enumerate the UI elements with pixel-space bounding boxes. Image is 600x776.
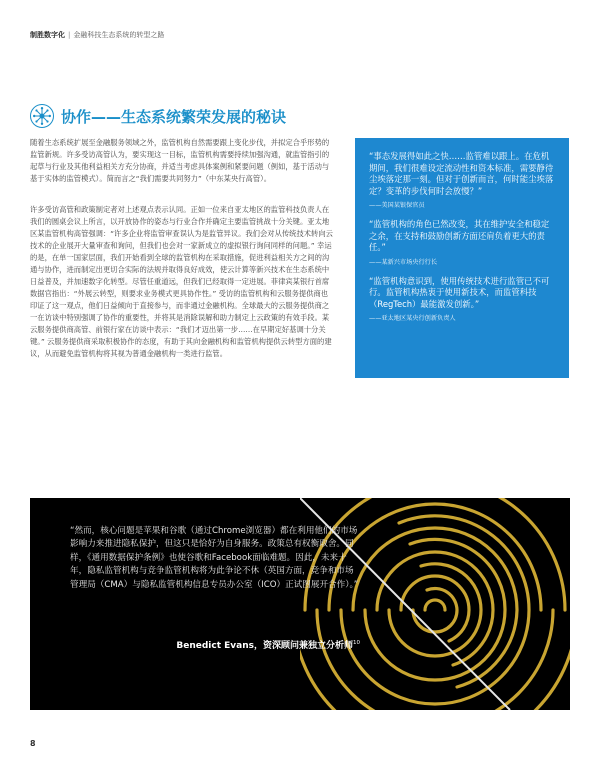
- running-head-brand: 制胜数字化: [30, 31, 65, 39]
- banner-attribution-name: Benedict Evans，资深顾问兼独立分析师: [176, 641, 353, 651]
- quote-item: [369, 219, 554, 266]
- section-title: 协作——生态系统繁荣发展的秘诀: [61, 107, 287, 126]
- quote-text: “监管机构的角色已然改变，其在维护安全和稳定之余，在支持和鼓励创新方面还肩负着更大的责任。”: [369, 219, 550, 252]
- section-header: [30, 104, 286, 128]
- quote-attribution: ——某新兴市场央行行长: [369, 258, 438, 266]
- page-number: 8: [30, 739, 36, 748]
- quote-item: [369, 151, 554, 209]
- body-paragraph-2: [30, 204, 334, 360]
- footnote-marker: 10: [353, 640, 360, 646]
- quote-banner: [30, 498, 570, 710]
- quote-panel: [355, 138, 569, 378]
- running-head-subtitle: 金融科技生态系统的转型之路: [73, 31, 165, 39]
- quote-attribution: ——亚太地区某央行创新负责人: [369, 315, 456, 322]
- quote-attribution: ——美国某银保官员: [369, 202, 425, 209]
- banner-attribution: [130, 638, 360, 651]
- paragraph-text: 许多受访高管和政策制定者对上述观点表示认同。正如一位来自亚太地区的监管科技负责人在我们的圆桌会议上所言，以开放协作的姿态与行业合作并确定主要监管挑战十分关键。亚太地区某监管机构高管强调：“许多企业将监管审查误认为是监管异议。我们会对从传统技术转向云技术的企业展开大量审查和询问，但我们也会对一家新成立的虚拟银行询问同样的问题。” 幸运的是，在单一国家层面，我们开始看到全球的监管机构在采取措施，促进利益相关方之间的沟通与协作，进而制定出更切合实际的法规并取得良好成效，使云计算等新兴技术在生态系统中日益普及，并加速数字化转型。尽管任重道远，但我们已经取得一定进展。菲律宾某银行首席数据官指出：“外展云转型，则要求业务模式更具协作性。” 受访的监管机构和云服务提供商也印证了这一观点，他们日益倾向于直接参与，而非通过金融机构。全球最大的云服务提供商之一在访谈中特别强调了协作的重要性，并将其是消除误解和助力制定上云政策的有效手段。某云服务提供商高管、前银行家在访谈中表示：“我们才迈出第一步……在早期定好基调十分关键。” 云服务提供商采取积极协作的态度，有助于其向金融机构和监管机构提供云转型方面的建议，从而避免监管机构将其视为普通金融机构一类进行监管。: [30, 205, 333, 358]
- paragraph-text: 随着生态系统扩展至金融服务领域之外，监管机构自然需要跟上变化步伐，并拟定合乎形势的监管新规。许多受访高管认为，要实现这一目标，监管机构需要持续加强沟通，就监管指引的起草与行业及其他利益相关方充分协商，并适当考虑具体案例和紧要问题（例如，基于活动与基于实体的监管模式）。简而言之“我们需要共同努力”（中东某央行高管）。: [30, 138, 330, 183]
- body-paragraph-1: [30, 137, 334, 185]
- quote-item: [369, 276, 554, 323]
- quote-text: “监管机构意识到，使用传统技术进行监管已不可行。监管机构热衷于使用新技术，而监管科技（RegTech）最能激发创新。”: [369, 275, 550, 309]
- running-head-separator: |: [68, 31, 71, 39]
- network-collaboration-icon: [30, 104, 54, 128]
- banner-quote-text: “然而，核心问题是苹果和谷歌（通过Chrome浏览器）都在利用他们的市场影响力来推进隐私保护，但这只是恰好为自身服务。政策总有权衡取舍。同样，《通用数据保护条例》也使谷歌和Facebook面临难题。因此，未来十年，隐私监管机构与竞争监管机构将为此争论不休（英国方面，竞争和市场管理局（CMA）与隐私监管机构信息专员办公室（ICO）正试图展开合作）。”: [70, 526, 359, 590]
- quote-text: “事态发展得如此之快……监管难以跟上。在危机期间，我们很难设定流动性和资本标准，需要静待尘埃落定那一刻。但对于创新而言，何时能尘埃落定？变革的步伐何时会放慢？”: [369, 151, 554, 196]
- running-head: [30, 30, 164, 40]
